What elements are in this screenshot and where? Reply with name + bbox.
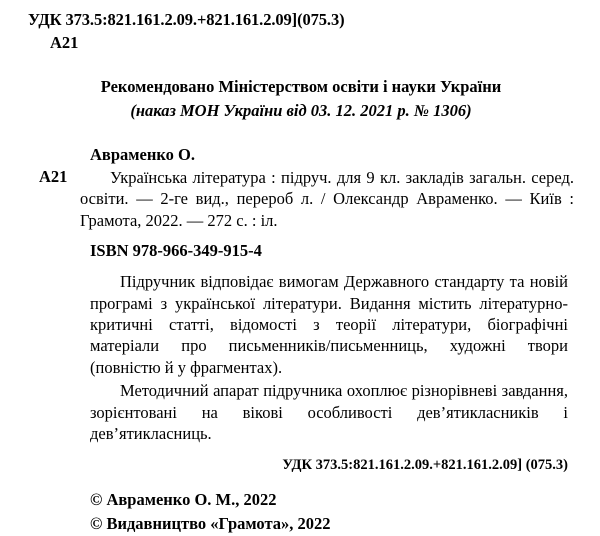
isbn-number: ISBN 978-966-349-915-4 bbox=[90, 241, 262, 261]
recommendation-order-line: (наказ МОН України від 03. 12. 2021 р. № 1306) bbox=[130, 100, 472, 120]
copyright-block bbox=[90, 488, 574, 536]
catalog-entry bbox=[28, 167, 574, 231]
catalog-entry-code: А21 bbox=[39, 166, 68, 186]
annotation-paragraph-1: Підручник відповідає вимогам Державного стандарту та новій програмі з української літератури. Видання містить літературно-критичні статті, відомості з теорії літератури, біографічні матеріали про письменників/письменниць, художні твори (повністю й у фрагментах). bbox=[90, 272, 568, 377]
shelf-code-top: А21 bbox=[50, 33, 79, 52]
udc-classification-top: УДК 373.5:821.161.2.09.+821.161.2.09](075.3) bbox=[28, 10, 345, 29]
author-name: Авраменко О. bbox=[90, 144, 195, 164]
catalog-entry-description: Українська література : підруч. для 9 кл. закладів загальн. серед. освіти. — 2-ге вид., перероб л. / Олександр Авраменко. — Київ : Грамота, 2022. — 272 с. : іл. bbox=[80, 167, 574, 230]
udc-classification-bottom: УДК 373.5:821.161.2.09.+821.161.2.09] (075.3) bbox=[282, 456, 568, 473]
annotation-paragraph-2: Методичний апарат підручника охоплює різнорівневі завдання, зорієнтовані на вікові особливості дев’ятикласників і дев’ятикласниць. bbox=[90, 381, 568, 444]
copyright-author: © Авраменко О. М., 2022 bbox=[90, 489, 277, 509]
copyright-publisher: © Видавництво «Грамота», 2022 bbox=[90, 513, 331, 533]
recommendation-line-1: Рекомендовано Міністерством освіти і науки України bbox=[100, 77, 502, 96]
recommendation-block bbox=[28, 75, 574, 123]
